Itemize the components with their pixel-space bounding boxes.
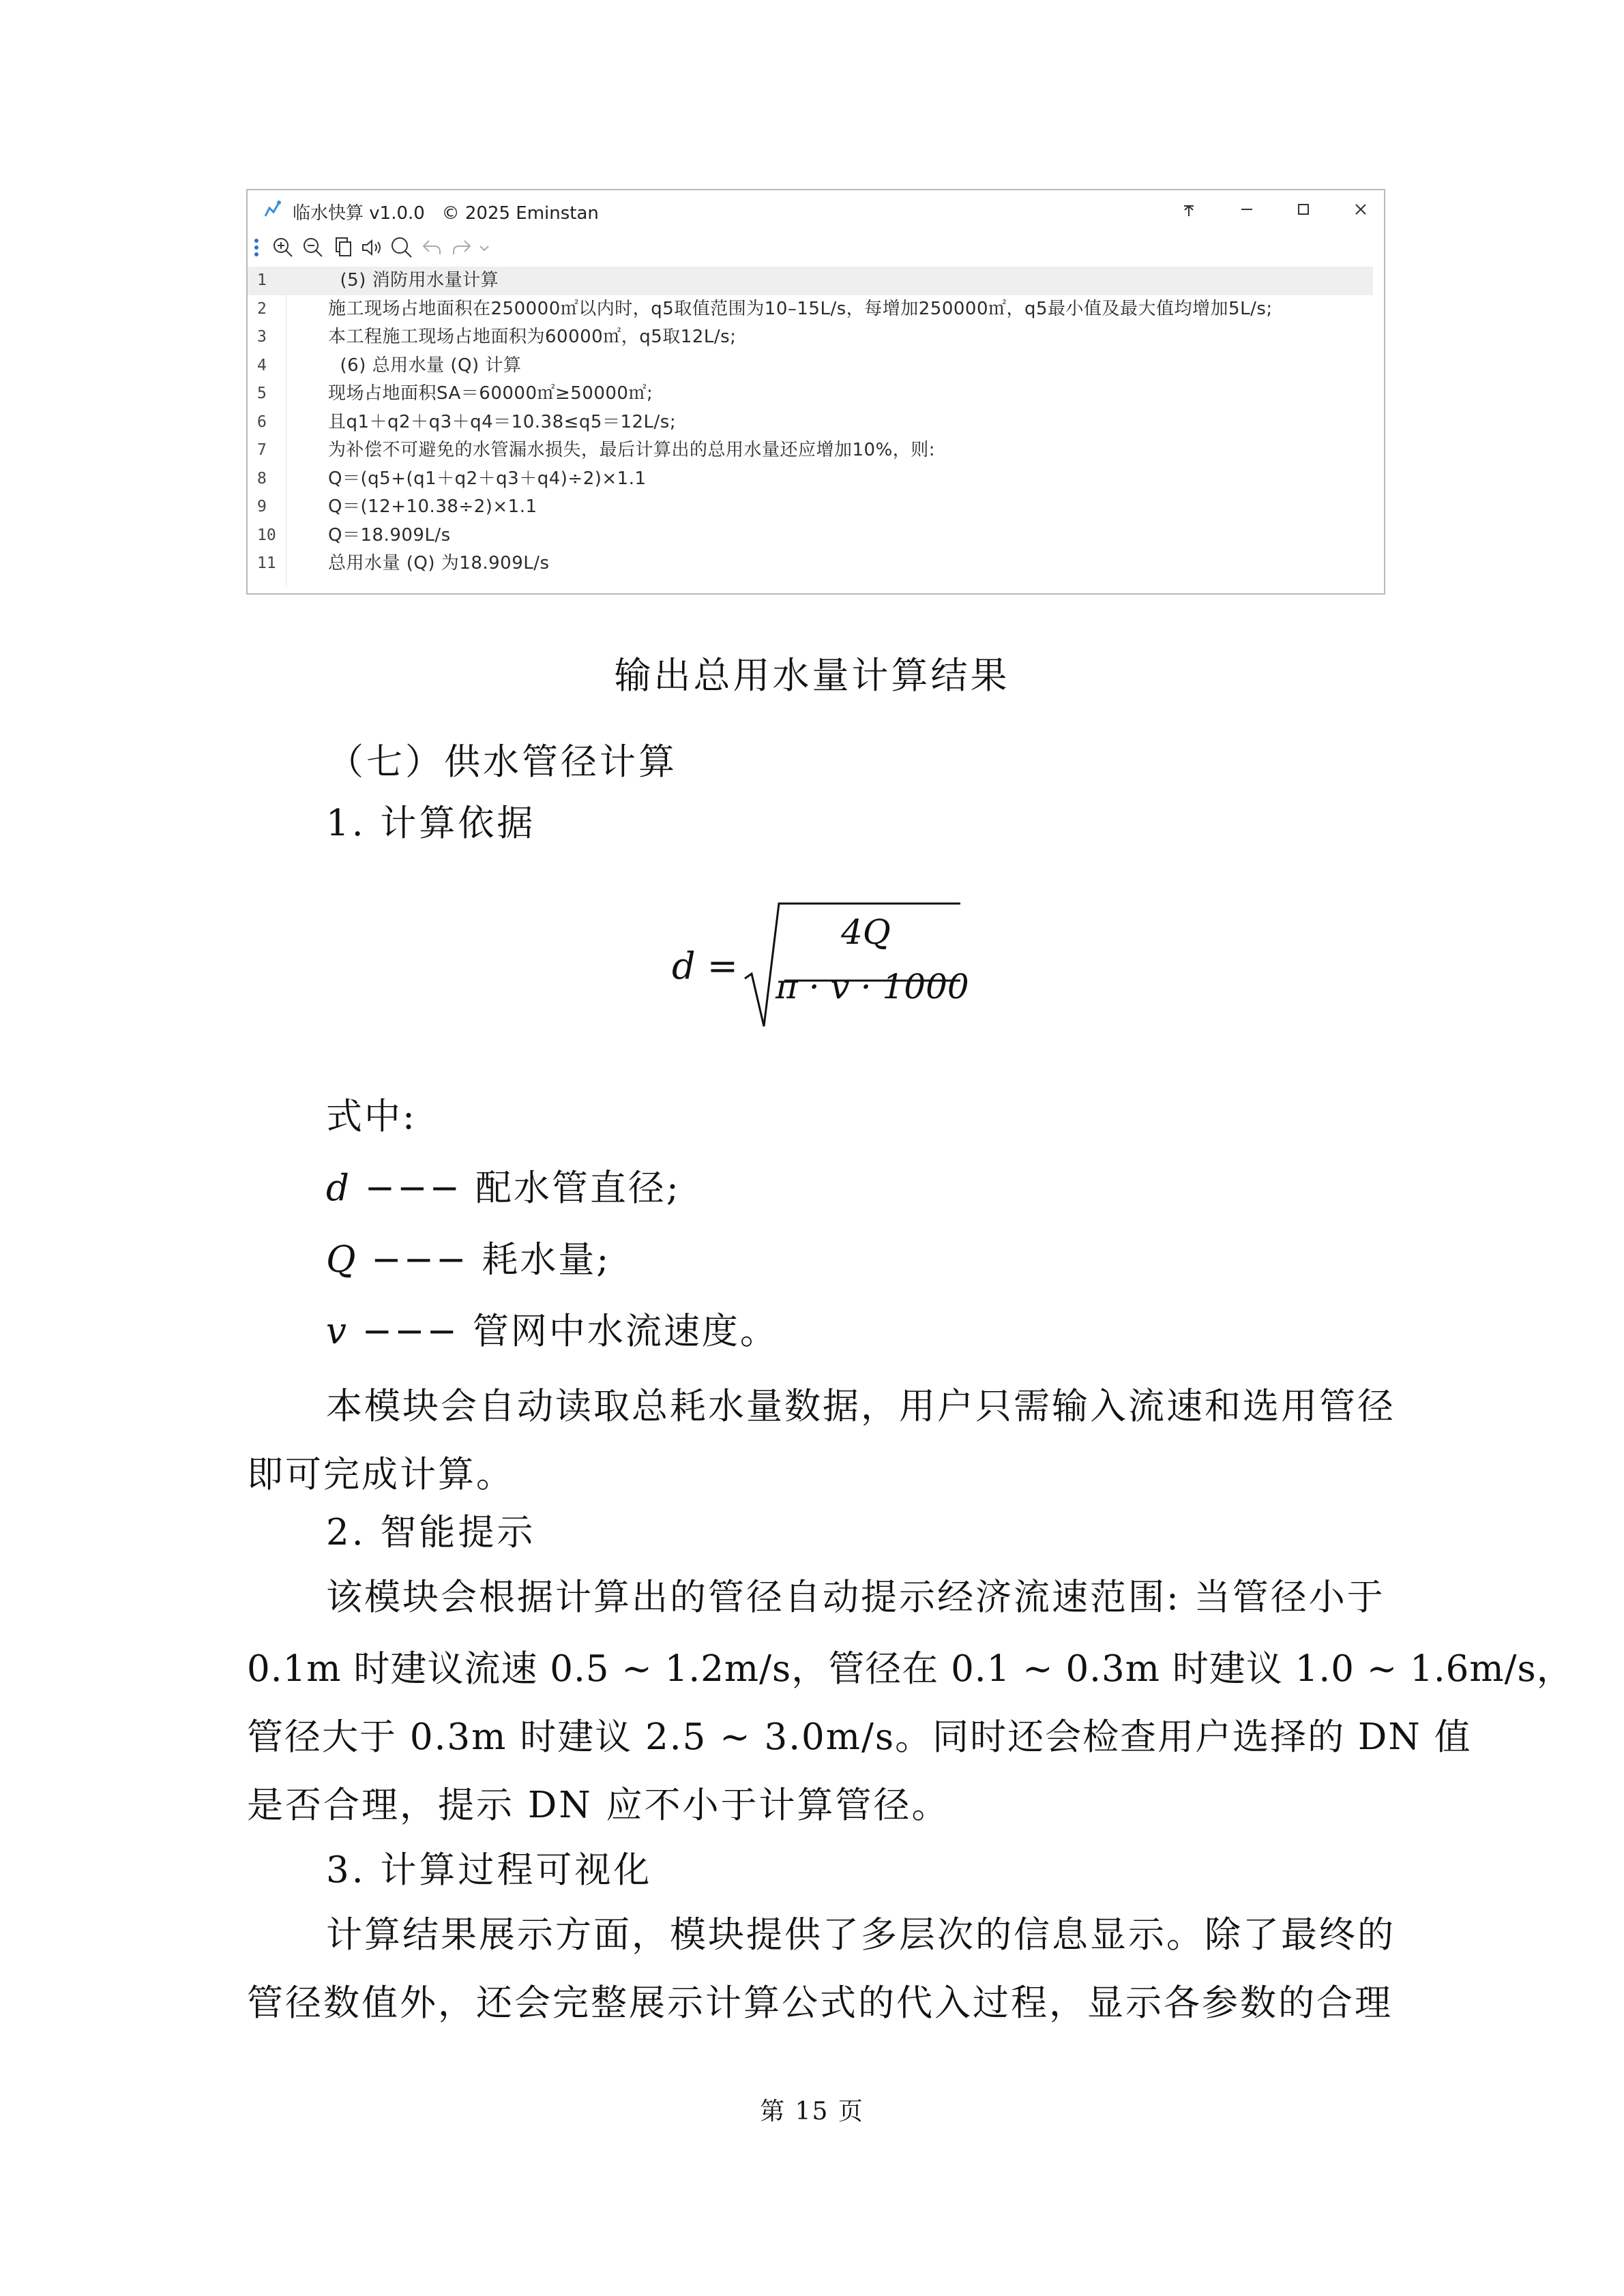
redo-icon[interactable] [449, 235, 474, 260]
kebab-icon[interactable] [252, 235, 261, 260]
maximize-icon[interactable] [1290, 196, 1317, 223]
app-icon [263, 198, 283, 219]
subheading-basis: 1. 计算依据 [326, 803, 536, 844]
line-text: 现场占地面积SA＝60000㎡≥50000㎡; [328, 383, 653, 404]
editor-line[interactable] [248, 408, 1373, 437]
editor-line[interactable] [248, 493, 1373, 522]
close-icon[interactable] [1347, 196, 1374, 223]
page-number: 第 15 页 [760, 2098, 864, 2126]
line-text: 总用水量 (Q) 为18.909L/s [328, 553, 550, 573]
line-text: Q＝(12+10.38÷2)×1.1 [328, 496, 537, 517]
editor-line[interactable] [248, 352, 1373, 381]
undo-icon[interactable] [419, 235, 444, 260]
toolbar [248, 228, 1384, 265]
para3-line2: 管径数值外，还会完整展示计算公式的代入过程，显示各参数的合理 [247, 1982, 1393, 2024]
editor-line[interactable] [248, 436, 1373, 465]
line-text: 且q1＋q2＋q3＋q4＝10.38≤q5＝12L/s; [328, 411, 677, 432]
symbol-definition [326, 1231, 610, 1283]
zoom-in-icon[interactable] [271, 235, 295, 260]
dash-separator: −−− [351, 1167, 475, 1209]
dash-separator: −−− [348, 1311, 473, 1352]
para1-line2: 即可完成计算。 [247, 1454, 514, 1495]
line-text: Q＝(q5+(q1＋q2＋q3＋q4)÷2)×1.1 [328, 468, 647, 489]
editor-line[interactable] [248, 380, 1373, 408]
title-bar[interactable] [248, 190, 1384, 228]
para1-line1: 本模块会自动读取总耗水量数据，用户只需输入流速和选用管径 [326, 1386, 1396, 1427]
line-number: 7 [257, 441, 267, 459]
line-number: 5 [257, 385, 267, 402]
symbol-description: 配水管直径; [475, 1167, 681, 1209]
line-number: 4 [257, 356, 267, 374]
symbol-definition [326, 1159, 681, 1211]
subheading-hint: 2. 智能提示 [326, 1512, 536, 1553]
para2-line1: 该模块会根据计算出的管径自动提示经济流速范围: 当管径小于 [326, 1577, 1385, 1618]
chevron-down-icon[interactable] [477, 235, 492, 260]
pipe-diameter-formula [672, 880, 972, 1050]
formula-numerator: 4Q [841, 912, 891, 952]
section-heading: （七）供水管径计算 [327, 741, 677, 783]
line-number: 2 [257, 299, 267, 318]
editor-line[interactable] [248, 465, 1373, 494]
editor-line[interactable] [248, 550, 1373, 578]
figure-caption: 输出总用水量计算结果 [614, 654, 1010, 697]
line-text: (6) 总用水量 (Q) 计算 [328, 355, 522, 376]
formula-lhs: d = [672, 944, 738, 987]
where-label: 式中: [326, 1096, 417, 1137]
dash-separator: −−− [357, 1239, 482, 1281]
line-text: 施工现场占地面积在250000㎡以内时，q5取值范围为10–15L/s，每增加250000㎡，q5最小值及最大值均增加5L/s; [328, 298, 1273, 319]
zoom-out-icon[interactable] [301, 235, 325, 260]
line-number: 10 [257, 526, 276, 544]
symbol-definition [326, 1302, 778, 1354]
line-number: 9 [257, 498, 267, 516]
para2-line4: 是否合理，提示 DN 应不小于计算管径。 [247, 1785, 950, 1826]
editor-line[interactable] [248, 295, 1373, 324]
symbol: d [326, 1167, 351, 1209]
search-icon[interactable] [389, 235, 414, 260]
window-title: 临水快算 v1.0.0 © 2025 Eminstan [293, 203, 599, 224]
formula-denominator: π · v · 1000 [776, 967, 969, 1007]
para2-line2: 0.1m 时建议流速 0.5 ~ 1.2m/s，管径在 0.1 ~ 0.3m 时建议 1.0 ~ 1.6m/s， [247, 1648, 1574, 1690]
line-number: 8 [257, 469, 267, 488]
symbol-description: 耗水量; [482, 1239, 611, 1281]
line-number: 3 [257, 328, 267, 346]
copy-icon[interactable] [331, 235, 355, 260]
subheading-visualize: 3. 计算过程可视化 [326, 1849, 653, 1891]
line-number: 1 [257, 271, 267, 289]
line-text: Q＝18.909L/s [328, 524, 451, 546]
line-text: (5) 消防用水量计算 [328, 270, 499, 290]
editor-line[interactable] [248, 267, 1373, 295]
para3-line1: 计算结果展示方面，模块提供了多层次的信息显示。除了最终的 [326, 1914, 1396, 1956]
pin-icon[interactable] [1175, 196, 1202, 223]
minimize-icon[interactable] [1233, 196, 1260, 223]
line-number: 6 [257, 413, 267, 431]
editor-line[interactable] [248, 522, 1373, 550]
para2-line3: 管径大于 0.3m 时建议 2.5 ~ 3.0m/s。同时还会检查用户选择的 DN 值 [247, 1716, 1472, 1758]
speaker-icon[interactable] [359, 235, 384, 260]
symbol-description: 管网中水流速度。 [472, 1311, 778, 1352]
line-text: 为补偿不可避免的水管漏水损失，最后计算出的总用水量还应增加10%，则: [328, 440, 936, 460]
line-text: 本工程施工现场占地面积为60000㎡，q5取12L/s; [328, 327, 737, 347]
line-number: 11 [257, 554, 276, 572]
symbol: Q [326, 1239, 358, 1281]
code-editor[interactable] [248, 267, 1384, 586]
symbol: v [326, 1311, 349, 1352]
editor-line[interactable] [248, 323, 1373, 352]
app-window [246, 189, 1385, 595]
